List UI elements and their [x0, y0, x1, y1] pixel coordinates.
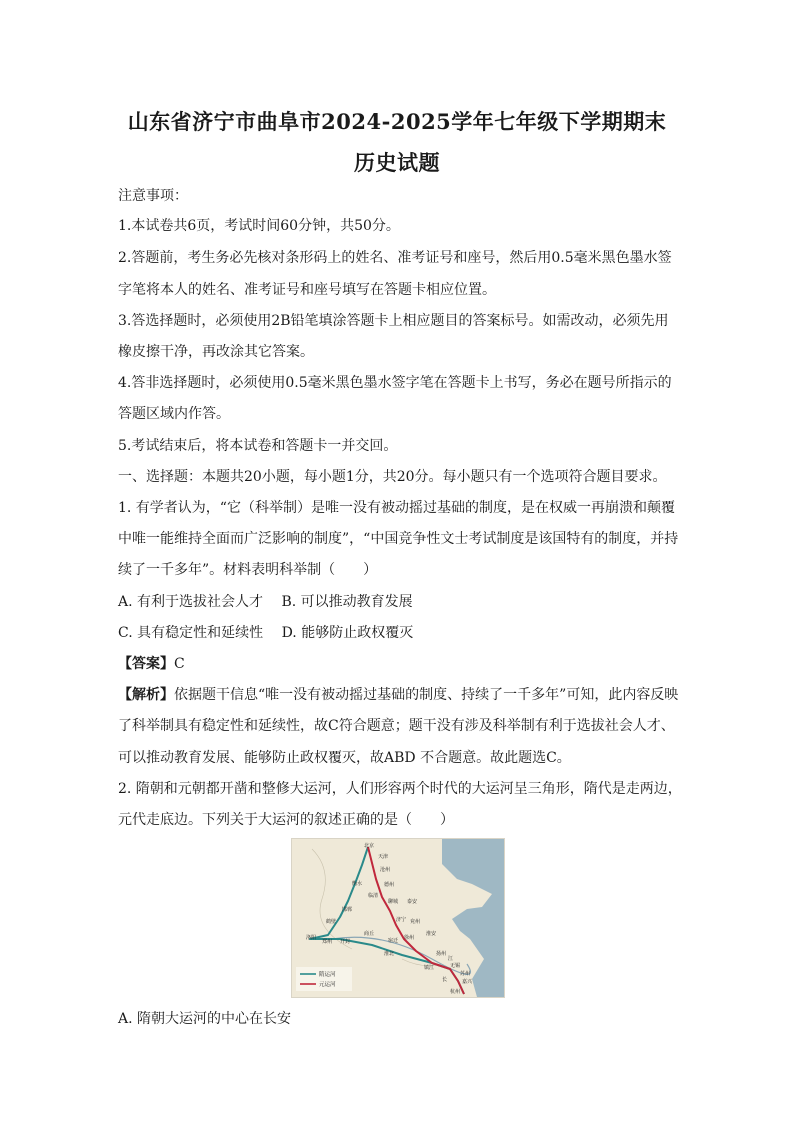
place-label: 宿迁: [388, 938, 399, 944]
place-label: 徐州: [404, 935, 415, 941]
note-line: 橡皮擦干净，再改涂其它答案。: [118, 344, 314, 360]
place-label: 郑州: [322, 939, 333, 945]
place-label: 邯郸: [342, 907, 353, 913]
place-label: 长: [442, 977, 448, 983]
question-1-answer: [118, 654, 185, 674]
place-label: 淮北: [384, 951, 395, 957]
place-label: 兖州: [410, 919, 421, 925]
place-label: 鹤壁: [326, 919, 337, 925]
place-label: 淮安: [426, 931, 437, 937]
place-label: 江: [448, 956, 454, 962]
place-label: 洛阳: [306, 935, 317, 941]
note-line: 5.考试结束后，将本试卷和答题卡一并交回。: [118, 438, 398, 454]
question-2-stem: 2. 隋朝和元朝都开凿和整修大运河，人们形容两个时代的大运河呈三角形，隋代是走两边，: [118, 781, 682, 797]
note-line: 字笔将本人的姓名、准考证号和座号填写在答题卡相应位置。: [118, 282, 496, 298]
place-label: 商丘: [364, 931, 375, 937]
note-line: 4.答非选择题时，必须使用0.5毫米黑色墨水签字笔在答题卡上书写，务必在题号所指示的: [118, 375, 672, 391]
question-1-stem: 1. 有学者认为，“它（科举制）是唯一没有被动摇过基础的制度，是在权威一再崩溃和颠覆: [118, 500, 675, 516]
question-2-option-a: A. 隋朝大运河的中心在长安: [118, 1011, 292, 1027]
answer-value: C: [174, 656, 185, 672]
place-label: 无锡: [450, 963, 461, 969]
place-label: 衡水: [352, 881, 363, 887]
question-2-stem: 元代走底边。下列关于大运河的叙述正确的是（ ）: [118, 812, 454, 828]
question-1-stem: 续了一千多年”。材料表明科举制（ ）: [118, 562, 378, 578]
legend-yuan-label: 元运河: [319, 982, 336, 988]
analysis-label: 【解析】: [118, 687, 174, 703]
place-label: 泰安: [407, 899, 418, 905]
grand-canal-map: [291, 838, 505, 998]
map-legend: [296, 967, 352, 991]
place-label: 天津: [378, 854, 389, 860]
exam-subtitle: 历史试题: [354, 150, 440, 175]
answer-label: 【答案】: [118, 656, 174, 672]
analysis-text: 依据题干信息“唯一没有被动摇过基础的制度、持续了一千多年”可知，此内容反映: [174, 687, 679, 703]
place-label: 扬州: [436, 951, 447, 957]
note-line: 答题区域内作答。: [118, 406, 230, 422]
exam-title: 山东省济宁市曲阜市2024-2025学年七年级下学期期末: [127, 109, 667, 134]
place-label: 济宁: [396, 917, 407, 923]
place-label: 嘉兴: [462, 979, 473, 985]
place-label: 开封: [340, 939, 351, 945]
question-1-options: A. 有利于选拔社会人才 B. 可以推动教育发展: [118, 594, 413, 610]
place-label: 杭州: [450, 989, 461, 995]
place-label: 镇江: [424, 965, 435, 971]
place-label: 德州: [384, 882, 395, 888]
note-line: 2.答题前，考生务必先核对条形码上的姓名、准考证号和座号，然后用0.5毫米黑色墨水签: [118, 250, 672, 266]
question-1-analysis: 可以推动教育发展、能够防止政权覆灭，故ABD 不合题意。故此题选C。: [118, 750, 571, 766]
note-line: 3.答选择题时，必须使用2B铅笔填涂答题卡上相应题目的答案标号。如需改动，必须先用: [118, 313, 669, 329]
canal-map-svg: [292, 839, 504, 997]
note-line: 1.本试卷共6页，考试时间60分钟，共50分。: [118, 218, 400, 234]
place-label: 沧州: [380, 867, 391, 873]
question-1-options: C. 具有稳定性和延续性 D. 能够防止政权覆灭: [118, 625, 414, 641]
question-1-analysis: [118, 685, 678, 705]
question-1-analysis: 了科举制具有稳定性和延续性，故C符合题意；题干没有涉及科举制有利于选拔社会人才、: [118, 718, 675, 734]
place-label: 聊城: [388, 899, 399, 905]
section-heading: 一、选择题：本题共20小题，每小题1分，共20分。每小题只有一个选项符合题目要求。: [118, 469, 667, 485]
place-label: 北京: [364, 843, 375, 849]
legend-sui-label: 隋运河: [319, 972, 336, 978]
place-label: 苏州: [460, 971, 471, 977]
notes-heading: 注意事项：: [118, 188, 188, 204]
question-1-stem: 中唯一能维持全面而广泛影响的制度”，“中国竞争性文士考试制度是该国特有的制度，并持: [118, 531, 679, 547]
place-label: 临清: [368, 893, 379, 899]
